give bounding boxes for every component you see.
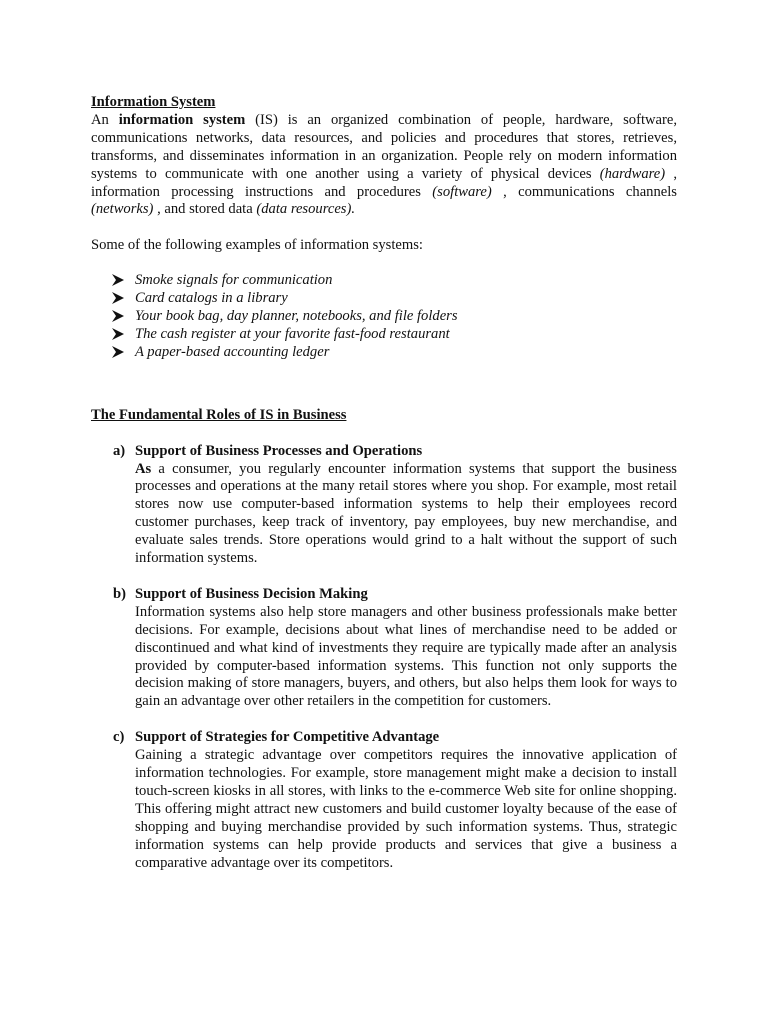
section-heading-fundamental-roles: The Fundamental Roles of IS in Business [91, 406, 347, 423]
role-item-a [91, 443, 677, 568]
role-title: Support of Business Processes and Operations [135, 442, 423, 459]
examples-list [91, 272, 677, 361]
role-marker: b) [113, 585, 126, 602]
role-title: Support of Strategies for Competitive Advantage [135, 729, 440, 746]
term-information-system: information system [118, 111, 246, 128]
intro-text-3: , communications channels [491, 183, 677, 200]
list-item [111, 308, 677, 326]
example-text: A paper-based accounting ledger [135, 343, 330, 360]
list-item [111, 344, 677, 362]
examples-intro: Some of the following examples of information systems: [91, 237, 423, 254]
spacer [91, 219, 677, 237]
roles-list [91, 443, 677, 873]
intro-text-2: , information processing instructions and procedures [91, 165, 677, 200]
section-heading-information-system: Information System [91, 94, 216, 110]
role-marker: c) [113, 729, 125, 746]
list-item [111, 290, 677, 308]
role-item-b [91, 586, 677, 711]
example-text: Smoke signals for communication [135, 272, 333, 289]
arrow-bullet-icon [111, 309, 125, 323]
role-description: Gaining a strategic advantage over competitors requires the innovative application of information technologies. For example, store management might make a decision to install touch-screen kiosks in all stores, with links to the e-commerce Web site for online shopping. This offering might attract new customers and build customer loyalty because of the ease of shopping and buying merchandise provided by such information systems. Thus, strategic information systems can help provide products and services that give a business a comparative advantage over its competitors. [135, 747, 677, 871]
spacer [91, 362, 677, 388]
example-text: Your book bag, day planner, notebooks, and file folders [135, 308, 458, 325]
intro-text-4: , and stored data [153, 201, 257, 218]
role-marker: a) [113, 442, 126, 459]
role-description [135, 461, 677, 568]
example-text: The cash register at your favorite fast-food restaurant [135, 325, 450, 342]
spacer [91, 388, 677, 407]
document-page [91, 94, 677, 873]
list-item [111, 272, 677, 290]
example-text: Card catalogs in a library [135, 290, 288, 307]
spacer [91, 255, 677, 272]
term-networks: (networks) [91, 201, 154, 218]
intro-paragraph [91, 112, 677, 219]
list-item [111, 326, 677, 344]
role-text: a consumer, you regularly encounter information systems that support the business processes and operations at the many retail stores where you shop. For example, most retail stores now use computer-based information systems to help their employees record customer purchases, keep track of inventory, pay employees, buy new merchandise, and evaluate sales trends. Store operations would grind to a halt without the support of such information systems. [135, 460, 677, 567]
arrow-bullet-icon [111, 291, 125, 305]
role-lead: As [135, 460, 152, 477]
term-data-resources: (data resources). [256, 201, 355, 218]
term-hardware: (hardware) [599, 165, 666, 182]
role-item-c [91, 729, 677, 872]
intro-text: (IS) is an organized combination of people, hardware, software, communications networks, data resources, and policies and procedures that stores, retrieves, transforms, and disseminates information in an organization. People rely on modern information systems to communicate with one another using a variety of physical devices [91, 111, 678, 182]
role-description: Information systems also help store managers and other business professionals make better decisions. For example, decisions about what lines of merchandise need to be added or discontinued and what kind of investments they require are typically made after an analysis provided by computer-based information systems. This function not only supports the decision making of store managers, buyers, and others, but also helps them look for ways to gain an advantage over other retailers in the competition for customers. [135, 603, 677, 710]
arrow-bullet-icon [111, 345, 125, 359]
role-title: Support of Business Decision Making [135, 585, 368, 602]
term-software: (software) [432, 183, 492, 200]
arrow-bullet-icon [111, 327, 125, 341]
intro-lead: An [91, 111, 119, 128]
arrow-bullet-icon [111, 273, 125, 287]
